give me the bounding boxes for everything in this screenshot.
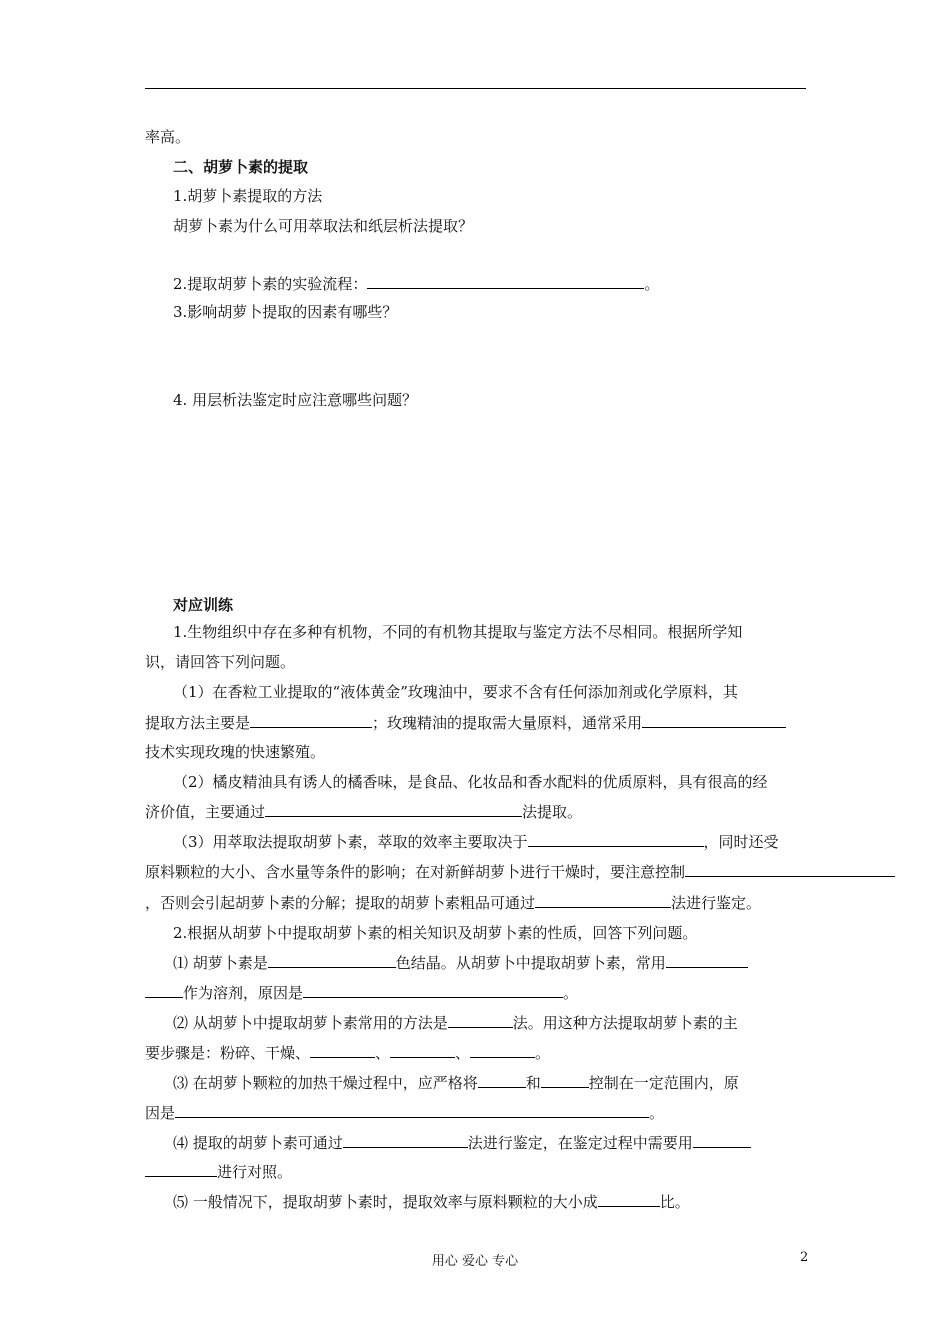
text-line bbox=[173, 1073, 739, 1093]
text-span: ，同时还受 bbox=[703, 833, 779, 851]
text-line bbox=[173, 1192, 690, 1212]
text-span: 因是 bbox=[145, 1104, 176, 1122]
text-span: 作为溶剂，原因是 bbox=[183, 984, 304, 1002]
text-span: ⑷ 提取的胡萝卜素可通过 bbox=[173, 1134, 343, 1152]
text-span: 、 bbox=[375, 1044, 391, 1062]
text-line: 3.影响胡萝卜提取的因素有哪些？ bbox=[173, 303, 398, 321]
answer-blank[interactable] bbox=[310, 1043, 375, 1058]
answer-blank[interactable] bbox=[685, 862, 895, 877]
text-span: 2.提取胡萝卜素的实验流程： bbox=[173, 275, 368, 293]
text-span: 色结晶。从胡萝卜中提取胡萝卜素，常用 bbox=[395, 954, 666, 972]
answer-blank[interactable] bbox=[250, 713, 372, 728]
text-span: （3）用萃取法提取胡萝卜素，萃取的效率主要取决于 bbox=[173, 833, 528, 851]
text-span: 和 bbox=[525, 1074, 541, 1092]
text-line bbox=[173, 274, 659, 294]
answer-blank[interactable] bbox=[175, 1103, 649, 1118]
text-span: 比。 bbox=[659, 1193, 690, 1211]
text-span: ⑴ 胡萝卜素是 bbox=[173, 954, 268, 972]
text-span: ⑵ 从胡萝卜中提取胡萝卜素常用的方法是 bbox=[173, 1014, 448, 1032]
answer-blank[interactable] bbox=[470, 1043, 535, 1058]
text-line bbox=[173, 832, 779, 852]
text-line bbox=[145, 1162, 292, 1182]
text-span: 。 bbox=[535, 1044, 551, 1062]
text-line: 1.胡萝卜素提取的方法 bbox=[173, 187, 323, 205]
text-line: 识，请回答下列问题。 bbox=[145, 653, 296, 671]
answer-blank[interactable] bbox=[265, 802, 522, 817]
section-heading: 对应训练 bbox=[173, 596, 234, 614]
text-line: （1）在香粒工业提取的“液体黄金”玫瑰油中，要求不含有任何添加剂或化学原料，其 bbox=[173, 683, 738, 701]
answer-blank[interactable] bbox=[598, 1192, 660, 1207]
text-span: 法进行鉴定。 bbox=[671, 894, 762, 912]
text-span: ⑶ 在胡萝卜颗粒的加热干燥过程中，应严格将 bbox=[173, 1074, 478, 1092]
answer-blank[interactable] bbox=[666, 953, 748, 968]
answer-blank[interactable] bbox=[145, 983, 183, 998]
text-line bbox=[145, 983, 578, 1003]
answer-blank[interactable] bbox=[145, 1162, 217, 1177]
text-span: 法。用这种方法提取胡萝卜素的主 bbox=[512, 1014, 738, 1032]
text-line: 1.生物组织中存在多种有机物，不同的有机物其提取与鉴定方法不尽相同。根据所学知 bbox=[173, 623, 743, 641]
text-line: 4. 用层析法鉴定时应注意哪些问题？ bbox=[173, 391, 418, 409]
answer-blank[interactable] bbox=[541, 1073, 589, 1088]
text-line: 2.根据从胡萝卜中提取胡萝卜素的相关知识及胡萝卜素的性质，回答下列问题。 bbox=[173, 924, 698, 942]
page-number: 2 bbox=[800, 1250, 809, 1265]
text-span: 。 bbox=[563, 984, 579, 1002]
text-span: 。 bbox=[644, 275, 660, 293]
answer-blank[interactable] bbox=[343, 1133, 468, 1148]
text-line bbox=[173, 953, 748, 973]
answer-blank[interactable] bbox=[448, 1013, 513, 1028]
text-line bbox=[145, 893, 761, 913]
text-span: 进行对照。 bbox=[217, 1163, 293, 1181]
text-line bbox=[145, 862, 895, 882]
text-span: ，否则会引起胡萝卜素的分解；提取的胡萝卜素粗品可通过 bbox=[145, 894, 536, 912]
text-span: 法提取。 bbox=[522, 803, 583, 821]
header-rule bbox=[145, 88, 806, 89]
text-line bbox=[145, 802, 582, 822]
answer-blank[interactable] bbox=[303, 983, 563, 998]
text-line bbox=[145, 713, 786, 733]
text-span: 原料颗粒的大小、含水量等条件的影响；在对新鲜胡萝卜进行干燥时，要注意控制 bbox=[145, 863, 686, 881]
text-span: 提取方法主要是 bbox=[145, 714, 251, 732]
text-span: 济价值，主要通过 bbox=[145, 803, 266, 821]
text-line bbox=[145, 1043, 550, 1063]
text-line bbox=[145, 1103, 664, 1123]
answer-blank[interactable] bbox=[535, 893, 671, 908]
answer-blank[interactable] bbox=[642, 713, 786, 728]
answer-blank[interactable] bbox=[390, 1043, 455, 1058]
answer-blank[interactable] bbox=[367, 274, 644, 289]
text-span: 要步骤是：粉碎、干燥、 bbox=[145, 1044, 311, 1062]
text-span: ⑸ 一般情况下，提取胡萝卜素时，提取效率与原料颗粒的大小成 bbox=[173, 1193, 598, 1211]
text-line bbox=[173, 1013, 738, 1033]
answer-blank[interactable] bbox=[478, 1073, 526, 1088]
text-span: 。 bbox=[649, 1104, 665, 1122]
answer-blank[interactable] bbox=[693, 1133, 751, 1148]
text-line: （2）橘皮精油具有诱人的橘香味，是食品、化妆品和香水配料的优质原料，具有很高的经 bbox=[173, 773, 768, 791]
section-heading: 二、胡萝卜素的提取 bbox=[173, 158, 309, 176]
answer-blank[interactable] bbox=[528, 832, 704, 847]
text-line: 技术实现玫瑰的快速繁殖。 bbox=[145, 743, 326, 761]
text-span: 、 bbox=[455, 1044, 471, 1062]
text-line: 率高。 bbox=[145, 128, 191, 146]
text-line: 胡萝卜素为什么可用萃取法和纸层析法提取？ bbox=[173, 217, 474, 235]
text-span: 控制在一定范围内，原 bbox=[588, 1074, 739, 1092]
text-span: 法进行鉴定，在鉴定过程中需要用 bbox=[467, 1134, 693, 1152]
text-span: ；玫瑰精油的提取需大量原料，通常采用 bbox=[372, 714, 643, 732]
answer-blank[interactable] bbox=[268, 953, 396, 968]
text-line bbox=[173, 1133, 751, 1153]
page-footer: 用心 爱心 专心 bbox=[431, 1254, 519, 1269]
